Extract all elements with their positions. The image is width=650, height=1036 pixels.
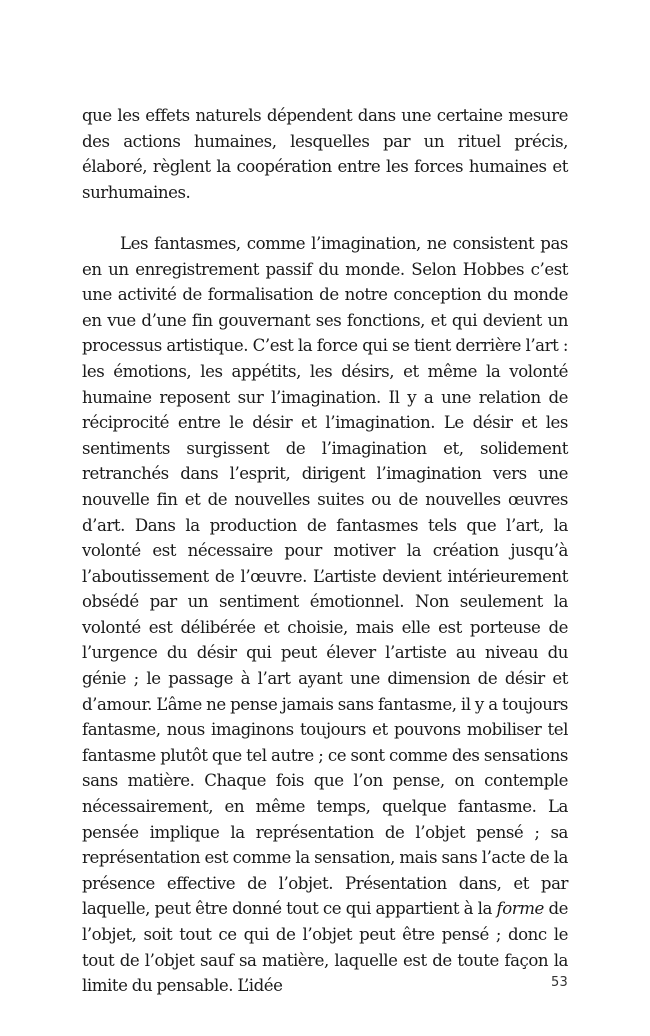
page-body xyxy=(82,103,568,999)
paragraph-text-after-emphasis: de l’objet, soit tout ce qui de l’objet peut être pensé ; donc le tout de l’objet sauf sa matière, laquelle est de toute façon la limite du pensable. L’idée xyxy=(82,899,568,996)
paragraph-fantasmes xyxy=(82,231,568,999)
paragraph-continued: que les effets naturels dépendent dans une certaine mesure des actions humaines, lesquelles par un rituel précis, élaboré, règlent la coopération entre les forces humaines et surhumaines. xyxy=(82,106,568,202)
page-number: 53 xyxy=(551,975,568,990)
paragraph-text-before-emphasis: Les fantasmes, comme l’imagination, ne consistent pas en un enregistrement passif du monde. Selon Hobbes c’est une activité de formalisation de notre conception du monde en vue d’une fin gouvernant ses fonctions, et qui devient un processus artistique. C’est la force qui se tient derrière l’art : les émotions, les appétits, les désirs, et même la volonté humaine reposent sur l’imagination. Il y a une relation de réciprocité entre le désir et l’imagination. Le désir et les sentiments surgissent de l’imagination et, solidement retranchés dans l’esprit, dirigent l’imagination vers une nouvelle fin et de nouvelles suites ou de nouvelles œuvres d’art. Dans la production de fantasmes tels que l’art, la volonté est nécessaire pour motiver la création jusqu’à l’aboutissement de l’œuvre. L’artiste devient intérieurement obsédé par un sentiment émotionnel. Non seulement la volonté est délibérée et choisie, mais elle est porteuse de l’urgence du désir qui peut élever l’artiste au niveau du génie ; le passage à l’art ayant une dimension de désir et d’amour. L’âme ne pense jamais sans fantasme, il y a toujours fantasme, nous imaginons toujours et pouvons mobiliser tel fantasme plutôt que tel autre ; ce sont comme des sensations sans matière. Chaque fois que l’on pense, on contemple nécessairement, en même temps, quelque fantasme. La pensée implique la représentation de l’objet pensé ; sa représentation est comme la sensation, mais sans l’acte de la présence effective de l’objet. Présentation dans, et par laquelle, peut être donné tout ce qui appartient à la xyxy=(82,233,568,919)
emphasis-forme: forme xyxy=(496,899,544,919)
